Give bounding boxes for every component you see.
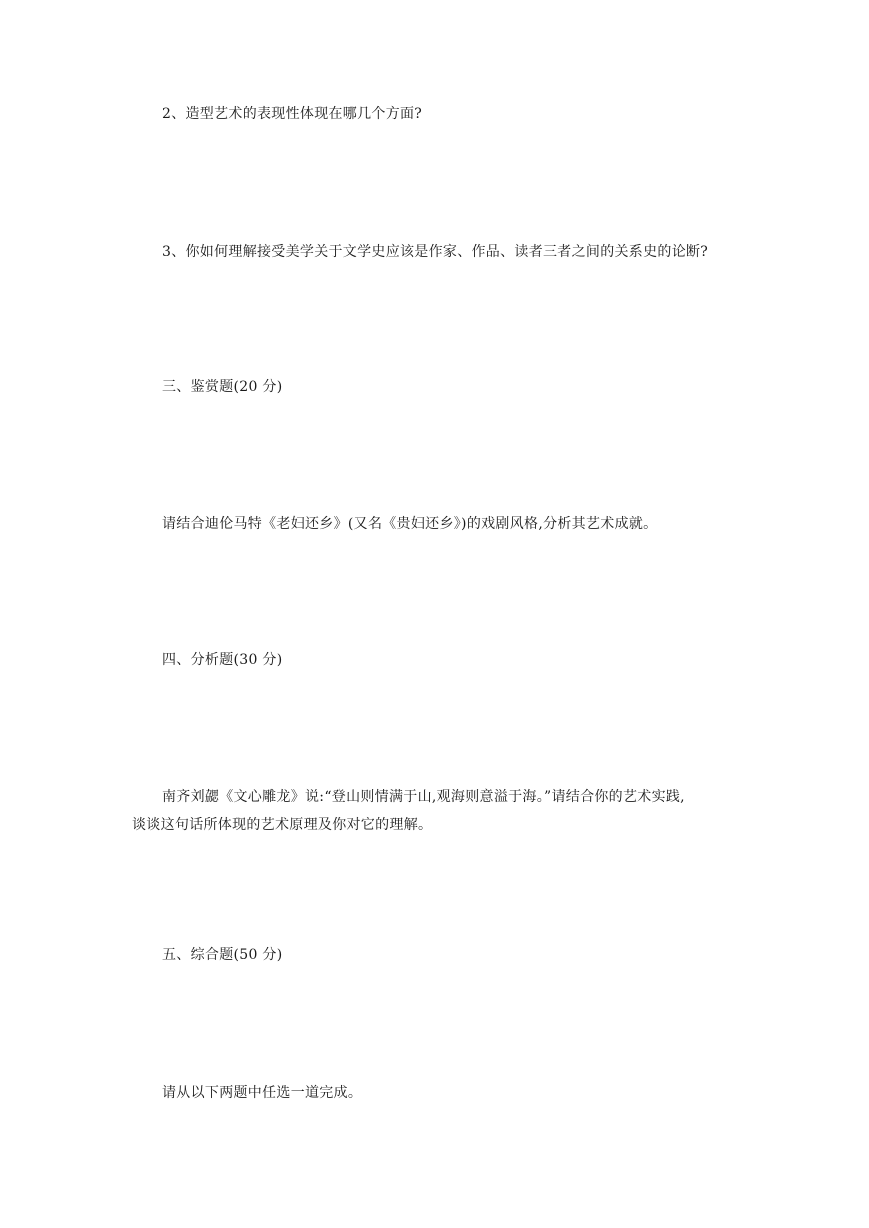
section-5-heading: 五、综合题(50 分) xyxy=(162,947,283,963)
question-3: 3、你如何理解接受美学关于文学史应该是作家、作品、读者三者之间的关系史的论断? xyxy=(162,244,709,260)
section-3-heading: 三、鉴赏题(20 分) xyxy=(162,379,283,395)
section-4-heading: 四、分析题(30 分) xyxy=(162,652,283,668)
section-4-body-line-1: 南齐刘勰《文心雕龙》说:“登山则情满于山,观海则意溢于海。”请结合你的艺术实践, xyxy=(162,789,685,805)
section-4-body-line-2: 谈谈这句话所体现的艺术原理及你对它的理解。 xyxy=(132,817,433,833)
section-3-body: 请结合迪伦马特《老妇还乡》(又名《贵妇还乡》)的戏剧风格,分析其艺术成就。 xyxy=(162,516,658,532)
section-5-body: 请从以下两题中任选一道完成。 xyxy=(162,1085,363,1101)
question-2: 2、造型艺术的表现性体现在哪几个方面? xyxy=(162,106,423,122)
